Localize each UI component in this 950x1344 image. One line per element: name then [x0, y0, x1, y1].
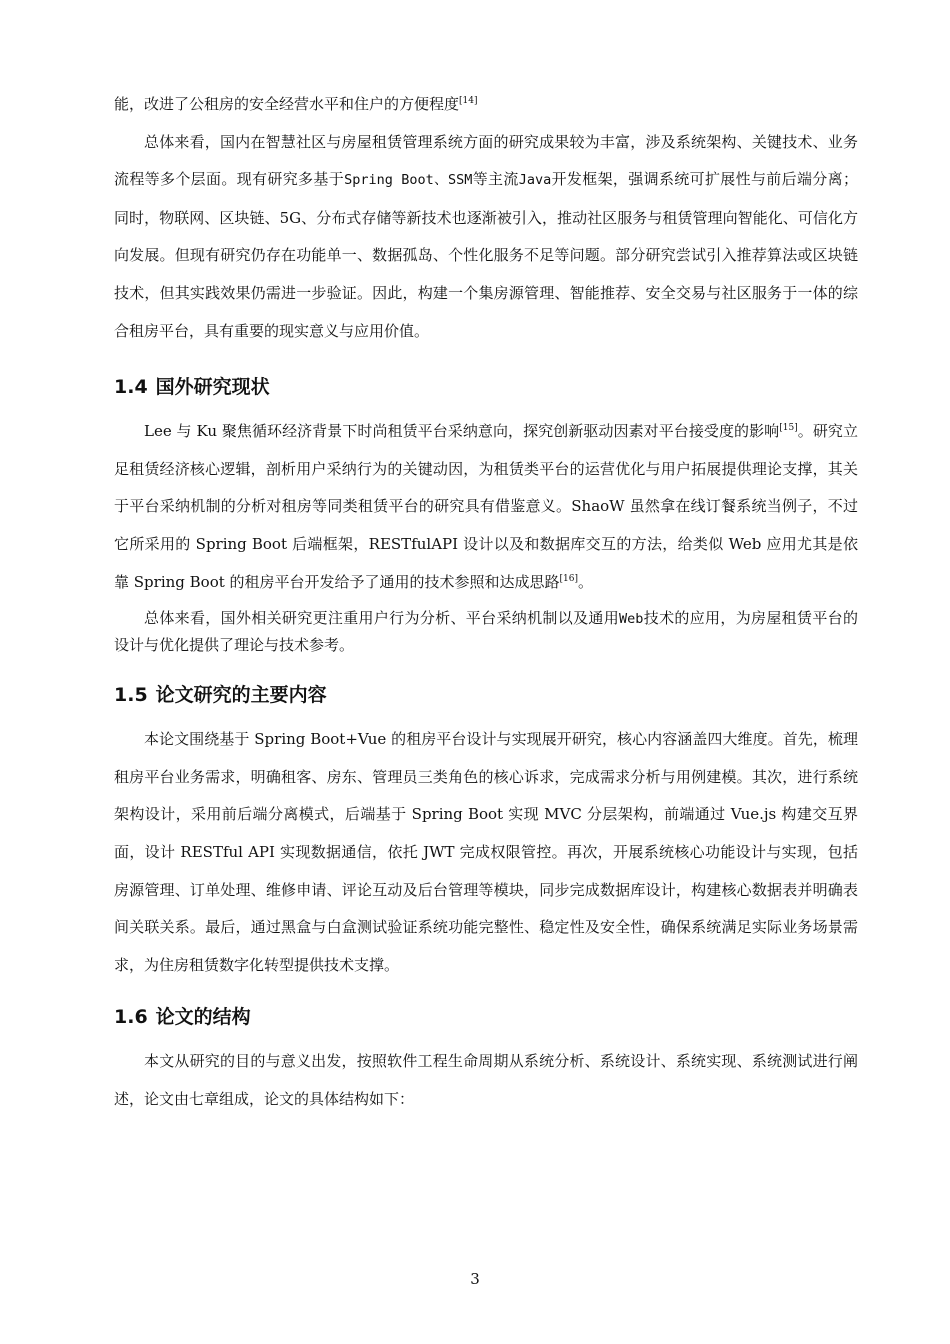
paragraph-intro-tail: 能，改进了公租房的安全经营水平和住户的方便程度[14] — [114, 95, 478, 113]
citation-15[interactable]: [15] — [779, 423, 798, 434]
paragraph-domestic-summary: 总体来看，国内在智慧社区与房屋租赁管理系统方面的研究成果较为丰富，涉及系统架构、关键技术、业务流程等多个层面。现有研究多基于Spring Boot、SSM等主流Java开发框架，强调系统可扩展性与前后端分离；同时，物联网、区块链、5G、分布式存储等新技术也逐渐被引入，推动社区服务与租赁管理向智能化、可信化方向发展。但现有研究仍存在功能单一、数据孤岛、个性化服务不足等问题。部分研究尝试引入推荐算法或区块链技术，但其实践效果仍需进一步验证。因此，构建一个集房源管理、智能推荐、安全交易与社区服务于一体的综合租房平台，具有重要的现实意义与应用价值。 — [114, 132, 858, 340]
citation-16[interactable]: [16] — [559, 573, 579, 584]
page-number: 3 — [470, 1270, 480, 1288]
section-heading-1-6: 1.6 论文的结构 — [114, 1006, 251, 1029]
page-body — [114, 86, 858, 1118]
citation-14[interactable]: [14] — [459, 96, 478, 106]
paragraph-thesis-structure: 本文从研究的目的与意义出发，按照软件工程生命周期从系统分析、系统设计、系统实现、系统测试进行阐述，论文由七章组成，论文的具体结构如下： — [114, 1052, 858, 1108]
paragraph-main-content: 本论文围绕基于 Spring Boot+Vue 的租房平台设计与实现展开研究，核心内容涵盖四大维度。首先，梳理租房平台业务需求，明确租客、房东、管理员三类角色的核心诉求，完成需求分析与用例建模。其次，进行系统架构设计，采用前后端分离模式，后端基于 Spring Boot 实现 MVC 分层架构，前端通过 Vue.js 构建交互界面，设计 RESTful API 实现数据通信，依托 JWT 完成权限管控。再次，开展系统核心功能设计与实现，包括房源管理、订单处理、维修申请、评论互动及后台管理等模块，同步完成数据库设计，构建核心数据表并明确表间关联关系。最后，通过黑盒与白盒测试验证系统功能完整性、稳定性及安全性，确保系统满足实际业务场景需求，为住房租赁数字化转型提供技术支撑。 — [114, 730, 858, 974]
section-heading-1-5: 1.5 论文研究的主要内容 — [114, 684, 327, 707]
paragraph-foreign: Lee 与 Ku 聚焦循环经济背景下时尚租赁平台采纳意向，探究创新驱动因素对平台接受度的影响[15]。研究立足租赁经济核心逻辑，剖析用户采纳行为的关键动因，为租赁类平台的运营优化与用户拓展提供理论支撑，其关于平台采纳机制的分析对租房等同类租赁平台的研究具有借鉴意义。ShaoW 虽然拿在线订餐系统当例子，不过它所采用的 Spring Boot 后端框架，RESTfulAPI 设计以及和数据库交互的方法，给类似 Web 应用尤其是依靠 Spring Boot 的租房平台开发给予了通用的技术参照和达成思路[16]。 — [114, 422, 858, 591]
paragraph-foreign-summary: 总体来看，国外相关研究更注重用户行为分析、平台采纳机制以及通用Web技术的应用，为房屋租赁平台的设计与优化提供了理论与技术参考。 — [114, 609, 858, 655]
section-heading-1-4: 1.4 国外研究现状 — [114, 376, 270, 399]
